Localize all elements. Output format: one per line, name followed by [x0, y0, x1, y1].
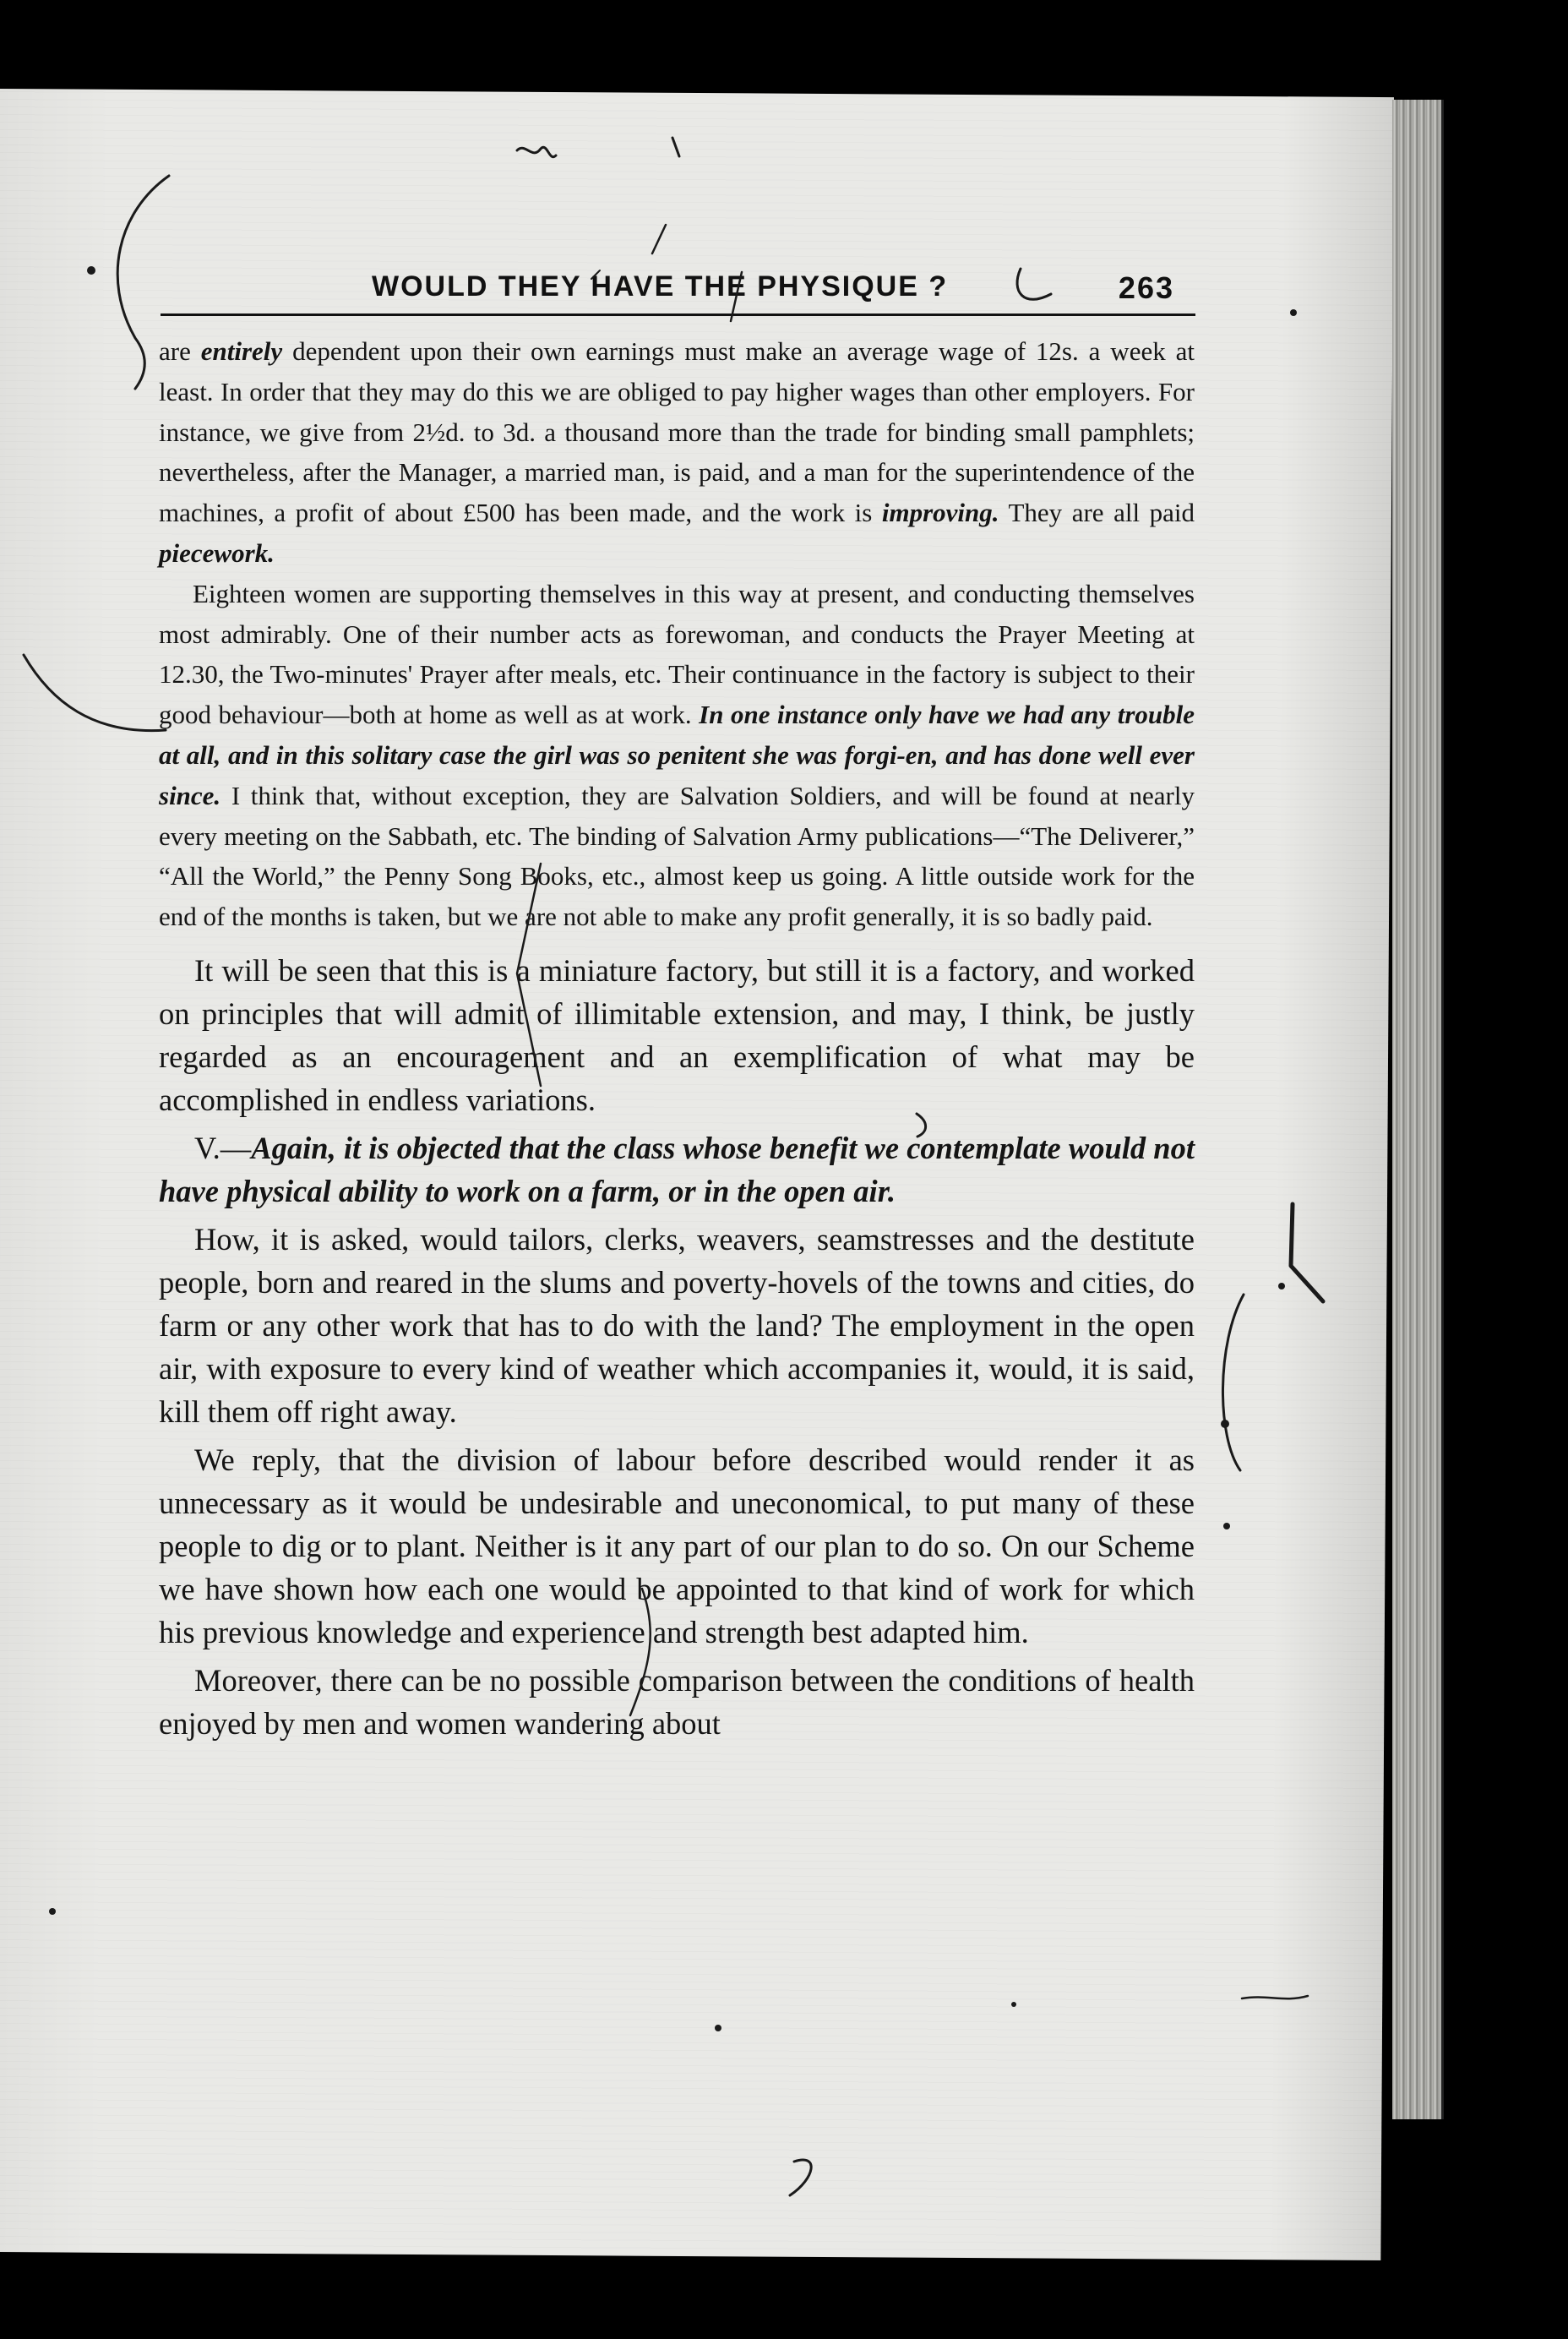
text-run: dependent upon their own earnings must make an average wage of 12s. a week at least. In order that they may do this we are obliged to pay higher wages than other employers. For instance, we give from 2½d. to 3d. a thousand more than the trade for binding small pamphlets; nevertheless, after the Manager, a married man, is paid, and a man for the superintendence of the machines, a profit of about £500 has been made, and the work is	[159, 336, 1195, 528]
emphasis-text: piecework.	[159, 537, 275, 568]
page-edges	[1392, 100, 1444, 2119]
text-run: V.—	[194, 1130, 252, 1165]
emphasis-text: In one instance only have we had any trouble at all, and in this solitary case the girl was so penitent she was forgi-en, and has done well ever since.	[159, 700, 1195, 810]
text-run: are	[159, 336, 201, 366]
text-run: Moreover, there can be no possible comparison between the conditions of health enjoyed by men and women wandering about	[159, 1662, 1195, 1741]
running-title: WOULD THEY HAVE THE PHYSIQUE ?	[372, 270, 949, 303]
paragraph	[159, 1218, 1195, 1433]
paragraph	[159, 1659, 1195, 1745]
page-header	[161, 264, 1195, 316]
text-run: How, it is asked, would tailors, clerks, weavers, seamstresses and the destitute people, born and reared in the slums and poverty-hovels of the towns and cities, do farm or any other work that has to do with the land? The employment in the open air, with exposure to every kind of weather which accompanies it, would, it is said, kill them off right away.	[159, 1221, 1195, 1429]
paragraph	[159, 1438, 1195, 1654]
page-number: 263	[1118, 270, 1174, 305]
text-run: Eighteen women are supporting themselves in this way at present, and conducting themselves most admirably. One of their number acts as forewoman, and conducts the Prayer Meeting at 12.30, the Two-minutes' Prayer after meals, etc. Their continuance in the factory is subject to their good behaviour—both at home as well as at work.	[159, 578, 1195, 730]
body-text	[159, 331, 1195, 1745]
emphasis-text: Again, it is objected that the class whose benefit we contemplate would not have physical ability to work on a farm, or in the open air.	[159, 1130, 1195, 1208]
main-text	[159, 949, 1195, 1745]
paragraph	[159, 949, 1195, 1121]
paragraph	[159, 574, 1195, 937]
text-run: I think that, without exception, they are Salvation Soldiers, and will be found at nearly every meeting on the Sabbath, etc. The binding of Salvation Army publications—“The Deliverer,” “All the World,” the Penny Song Books, etc., almost keep us going. A little outside work for the end of the months is taken, but we are not able to make any profit generally, it is so badly paid.	[159, 780, 1195, 932]
header-rule	[161, 314, 1195, 316]
quoted-letter	[159, 331, 1195, 937]
text-run: It will be seen that this is a miniature factory, but still it is a factory, and worked on principles that will admit of illimitable extension, and may, I think, be justly regarded as an encouragement and an exemplification of what may be accomplished in endless variations.	[159, 952, 1195, 1117]
paragraph	[159, 1126, 1195, 1213]
text-run: We reply, that the division of labour before described would render it as unnecessary as it would be undesirable and uneconomical, to put many of these people to dig or to plant. Neither is it any part of our plan to do so. On our Scheme we have shown how each one would be appointed to that kind of work for which his previous knowledge and experience and strength best adapted him.	[159, 1442, 1195, 1649]
emphasis-text: entirely	[200, 336, 283, 366]
paragraph	[159, 331, 1195, 574]
emphasis-text: improving.	[881, 498, 999, 528]
text-run: They are all paid	[999, 498, 1195, 528]
